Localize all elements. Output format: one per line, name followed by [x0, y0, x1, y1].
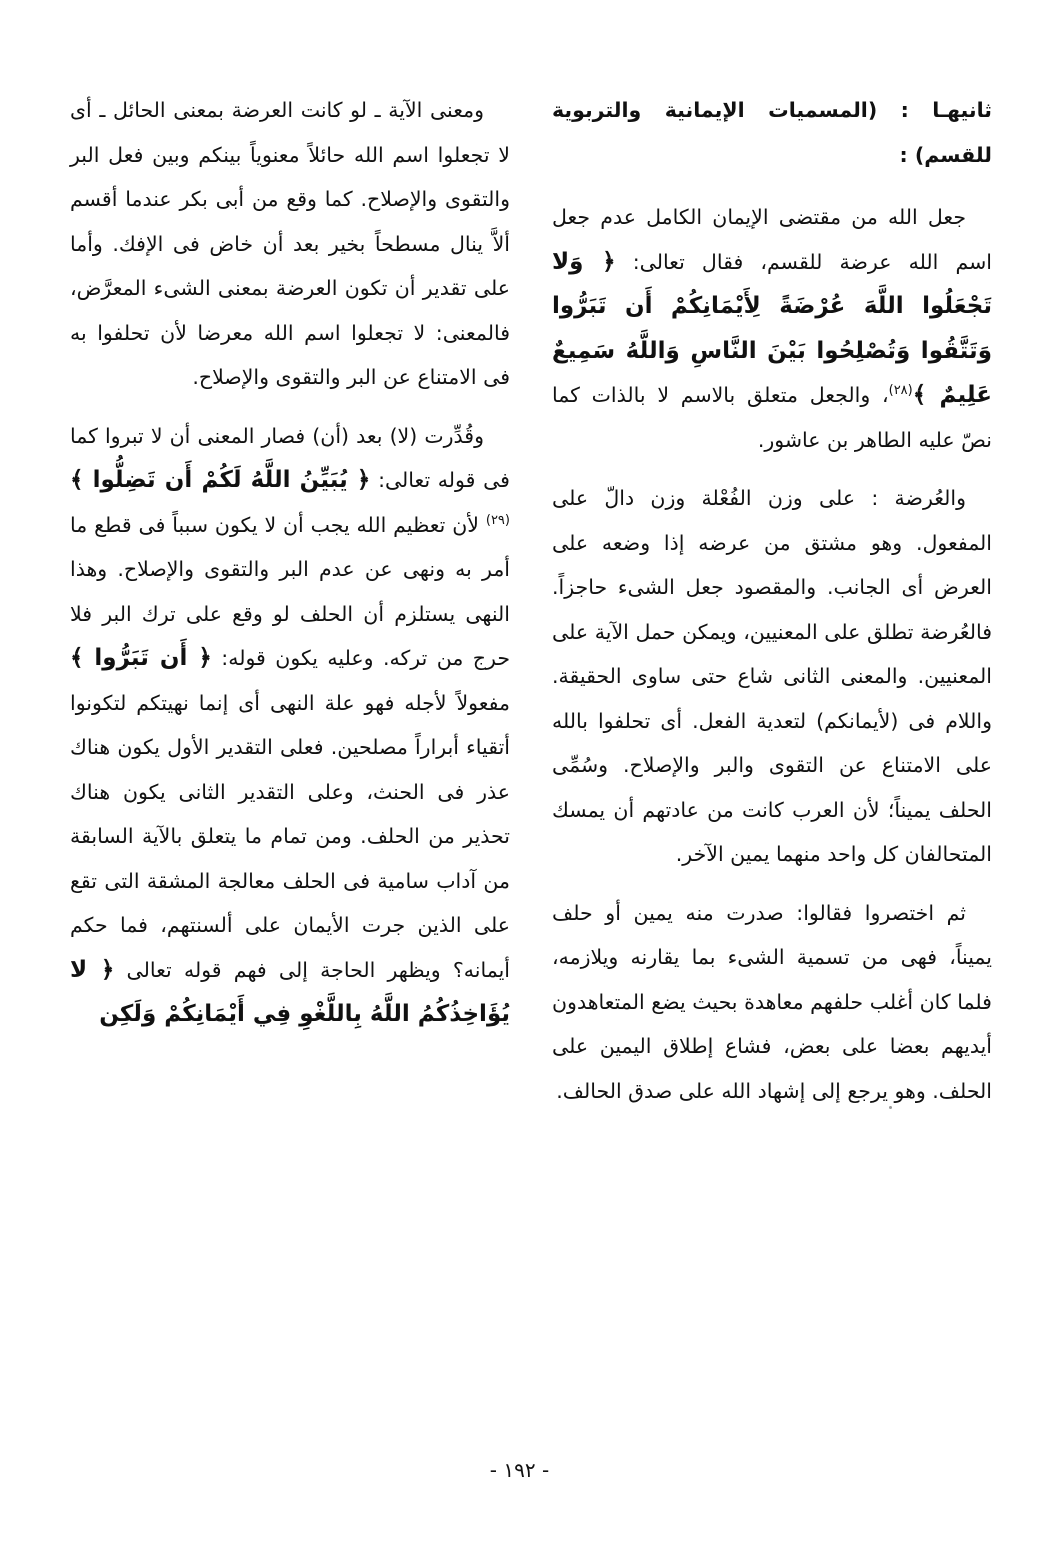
text: مفعولاً لأجله فهو علة النهى أى إنما نهيتكم لتكونوا أتقياء أبراراً مصلحين. فعلى التقدير الأول يكون هناك عذر فى الحنث، وعلى التقدير الثانى يكون هناك تحذير من الحلف. ومن تمام ما يتعلق بالآية السابقة من آداب سامية فى الحلف معالجة المشقة التى تقع على الذين جرت الأيمان على ألسنتهم، فما حكم أيمانه؟ ويظهر الحاجة إلى فهم قوله تعالى — [70, 690, 510, 982]
section-heading: ثانيهـا : (المسميات الإيمانية والتربوية للقسم) : — [552, 98, 992, 167]
footnote-ref: (٢٨) — [888, 383, 913, 399]
page-number: - ١٩٢ - — [489, 1458, 550, 1482]
quran-verse: ﴿ أَن تَبَرُّوا ﴾ — [70, 645, 212, 671]
right-column — [552, 88, 992, 1127]
paragraph: ومعنى الآية ـ لو كانت العرضة بمعنى الحائل ـ أى لا تجعلوا اسم الله حائلاً معنوياً بينكم وبين فعل البر والتقوى والإصلاح. كما وقع من أبى بكر عندما أقسم ألاَّ ينال مسطحاً بخير بعد أن خاض فى الإفك. وأما على تقدير أن تكون العرضة بمعنى الشىء المعرَّض، فالمعنى: لا تجعلوا اسم الله معرضا لأن تحلفوا به فى الامتناع عن البر والتقوى والإصلاح. — [70, 98, 510, 389]
quran-verse: ﴿ يُبَيِّنُ اللَّهُ لَكُمْ أَن تَضِلُّوا ﴾ — [70, 467, 371, 493]
paragraph: ثم اختصروا فقالوا: صدرت منه يمين أو حلف يميناً، فهى من تسمية الشىء بما يقارنه ويلازمه، فلما كان أغلب حلفهم معاهدة بحيث يضع المتعاهدون أيديهم بعضا على بعض، فشاع إطلاق اليمين على الحلف. وهو يرجع إلى إشهاد الله على صدق الحالف. — [552, 900, 992, 1103]
text: وقُدِّرت (لا) بعد (أن) فصار المعنى أن لا تبروا كما فى قوله تعالى: — [70, 423, 510, 492]
text: لأن تعظيم الله يجب أن لا يكون سبباً فى قطع ما أمر به ونهى عن عدم البر والتقوى والإصلاح. وهذا النهى يستلزم أن الحلف لو وقع على ترك البر فلا حرج من تركه. وعليه يكون قوله: — [70, 512, 510, 670]
footnote-ref: (٢٩) — [485, 512, 510, 528]
paragraph — [552, 195, 992, 462]
paragraph — [70, 414, 510, 1037]
quran-verse: ﴿ وَلا تَجْعَلُوا اللَّهَ عُرْضَةً لِأَيْمَانِكُمْ أَن تَبَرُّوا وَتَتَّقُوا وَتُصْلِحُوا بَيْنَ النَّاسِ وَاللَّهُ سَمِيعٌ عَلِيمٌ ﴾ — [552, 248, 992, 408]
paragraph: والعُرضة : على وزن الفُعْلة وزن دالّ على المفعول. وهو مشتق من عرضه إذا وضعه على العرض أى الجانب. والمقصود جعل الشىء حاجزاً. فالعُرضة تطلق على المعنيين، ويمكن حمل الآية على المعنيين. والمعنى الثانى شاع حتى ساوى الحقيقة. واللام فى (لأيمانكم) لتعدية الفعل. أى تحلفوا بالله على الامتناع عن التقوى والبر والإصلاح. وسُمِّى الحلف يميناً؛ لأن العرب كانت من عادتهم أن يمسك المتحالفان كل واحد منهما يمين الآخر. — [552, 486, 992, 866]
left-column — [70, 88, 510, 1051]
text: ، والجعل متعلق بالاسم لا بالذات كما نصّ عليه الطاهر بن عاشور. — [552, 383, 992, 452]
quran-verse: ﴿ لا يُؤَاخِذُكُمُ اللَّهُ بِاللَّغْوِ فِي أَيْمَانِكُمْ وَلَكِن — [70, 956, 510, 1027]
scan-speck — [889, 1106, 892, 1109]
text: جعل الله من مقتضى الإيمان الكامل عدم جعل اسم الله عرضة للقسم، فقال تعالى: — [552, 205, 992, 274]
